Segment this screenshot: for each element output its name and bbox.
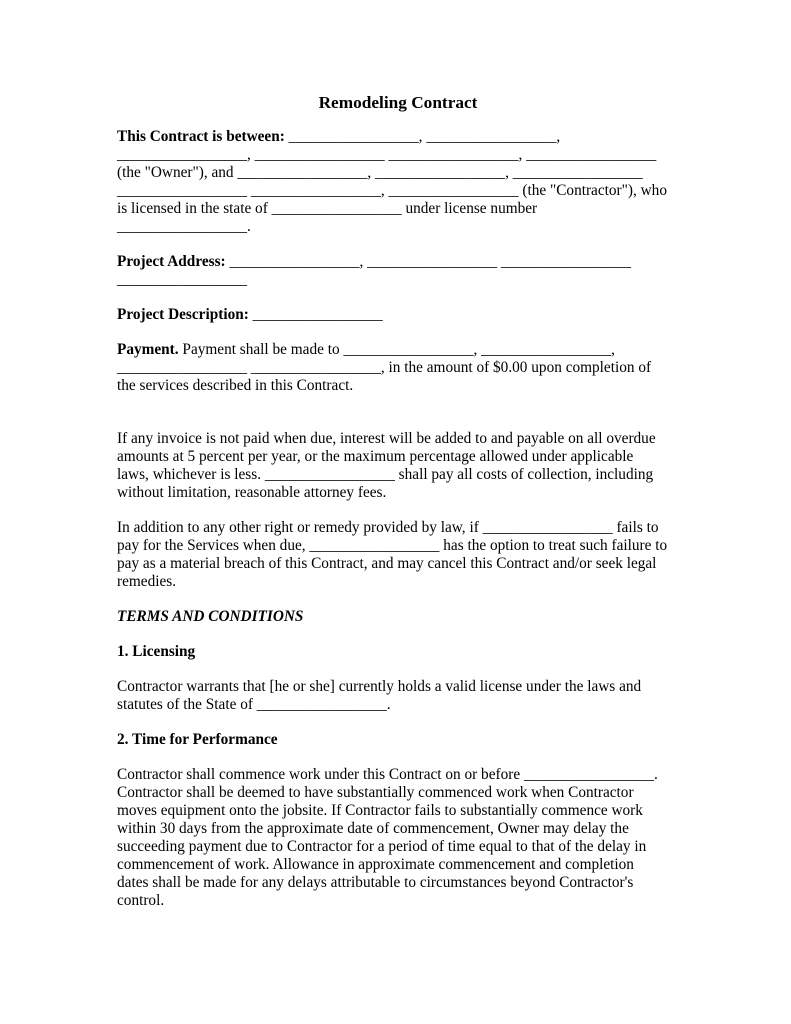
time-line: succeeding payment due to Contractor for a period of time equal to that of the delay in <box>117 838 647 855</box>
project-address-line: _________________ <box>117 271 248 288</box>
licensing-line: statutes of the State of _________________. <box>117 696 391 713</box>
remedy-paragraph <box>117 519 679 591</box>
invoice-line: amounts at 5 percent per year, or the maximum percentage allowed under applicable <box>117 448 634 465</box>
remedy-line: pay as a material breach of this Contract, and may cancel this Contract and/or seek legal <box>117 555 657 572</box>
remedy-line: remedies. <box>117 573 177 590</box>
invoice-paragraph <box>117 430 679 502</box>
section-heading-time-for-performance: 2. Time for Performance <box>117 731 278 748</box>
project-address-line <box>117 253 679 271</box>
remedy-line: In addition to any other right or remedy provided by law, if _________________ fails to <box>117 519 659 536</box>
time-line: commencement of work. Allowance in approximate commencement and completion <box>117 856 634 873</box>
project-address-paragraph <box>117 253 679 289</box>
time-line: within 30 days from the approximate date of commencement, Owner may delay the <box>117 820 629 837</box>
project-description-line <box>117 306 679 324</box>
payment-paragraph <box>117 341 679 395</box>
project-address-text: _________________, _________________ _________________ <box>225 253 631 270</box>
time-line: dates shall be made for any delays attributable to circumstances beyond Contractor's <box>117 874 634 891</box>
parties-line: is licensed in the state of _________________ under license number <box>117 200 538 217</box>
parties-line: _________________ _________________, _________________ (the "Contractor"), who <box>117 182 667 199</box>
parties-line <box>117 128 679 146</box>
project-description-value: _________________ <box>248 306 383 323</box>
invoice-line: without limitation, reasonable attorney fees. <box>117 484 387 501</box>
remedy-line: pay for the Services when due, _________________ has the option to treat such failure to <box>117 537 668 554</box>
payment-label: Payment. <box>117 341 179 358</box>
project-address-label: Project Address: <box>117 253 226 270</box>
invoice-line: laws, whichever is less. _________________ shall pay all costs of collection, including <box>117 466 654 483</box>
terms-heading: TERMS AND CONDITIONS <box>117 608 304 625</box>
payment-line <box>117 341 679 359</box>
time-for-performance-paragraph <box>117 766 679 910</box>
invoice-line: If any invoice is not paid when due, interest will be added to and payable on all overdue <box>117 430 656 447</box>
parties-line: (the "Owner"), and _________________, _________________, _________________ <box>117 164 643 181</box>
project-description-label: Project Description: <box>117 306 249 323</box>
section-heading-licensing: 1. Licensing <box>117 643 196 660</box>
parties-text: _________________, _________________, <box>284 128 561 145</box>
payment-line: the services described in this Contract. <box>117 377 354 394</box>
parties-label: This Contract is between: <box>117 128 285 145</box>
payment-text: Payment shall be made to _________________, _________________, <box>178 341 615 358</box>
parties-line: _________________, _________________ _________________, _________________ <box>117 146 657 163</box>
parties-line: _________________. <box>117 218 251 235</box>
time-line: Contractor shall commence work under this Contract on or before _________________. <box>117 766 658 783</box>
contract-page <box>117 92 679 910</box>
parties-paragraph <box>117 128 679 236</box>
time-line: control. <box>117 892 165 909</box>
project-description-paragraph <box>117 306 679 324</box>
time-line: moves equipment onto the jobsite. If Contractor fails to substantially commence work <box>117 802 643 819</box>
payment-line: _________________ _________________, in the amount of $0.00 upon completion of <box>117 359 652 376</box>
document-title: Remodeling Contract <box>318 93 478 112</box>
licensing-paragraph <box>117 678 679 714</box>
time-line: Contractor shall be deemed to have substantially commenced work when Contractor <box>117 784 634 801</box>
licensing-line: Contractor warrants that [he or she] currently holds a valid license under the laws and <box>117 678 642 695</box>
